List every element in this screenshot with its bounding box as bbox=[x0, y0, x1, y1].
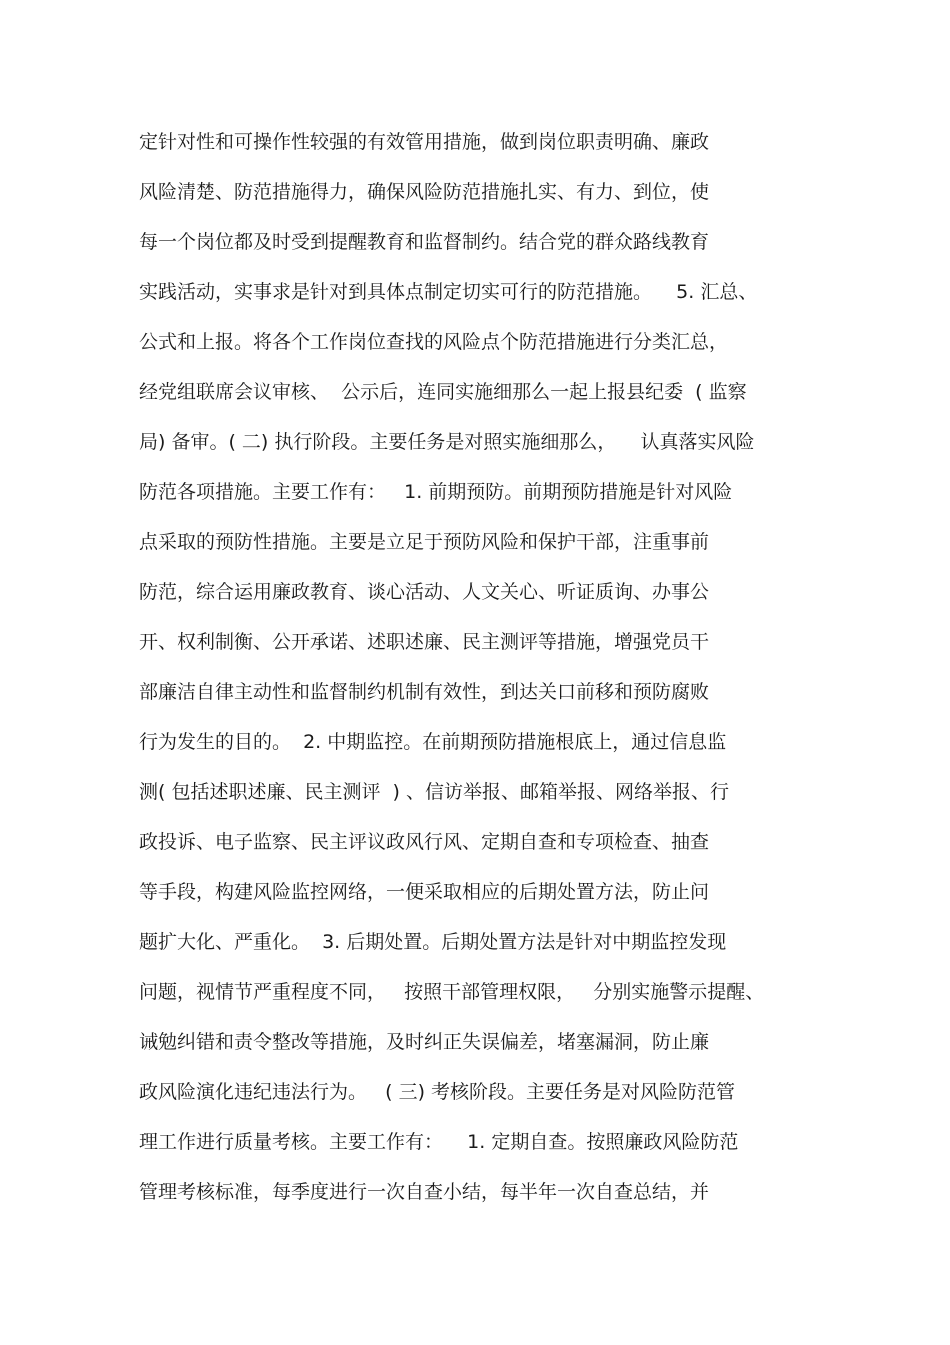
text-line: 政风险演化违纪违法行为。 ( 三) 考核阶段。主要任务是对风险防范管 bbox=[139, 1081, 736, 1103]
text-line: 公式和上报。将各个工作岗位查找的风险点个防范措施进行分类汇总， bbox=[139, 331, 729, 353]
text-line: 风险清楚、防范措施得力，确保风险防范措施扎实、有力、到位，使 bbox=[139, 181, 710, 203]
text-line: 防范各项措施。主要工作有： 1. 前期预防。前期预防措施是针对风险 bbox=[139, 481, 733, 503]
text-line: 问题，视情节严重程度不同， 按照干部管理权限， 分别实施警示提醒、 bbox=[139, 981, 765, 1003]
text-line: 防范，综合运用廉政教育、谈心活动、人文关心、听证质询、办事公 bbox=[139, 581, 710, 603]
text-line: 定针对性和可操作性较强的有效管用措施，做到岗位职责明确、廉政 bbox=[139, 131, 710, 153]
text-line: 部廉洁自律主动性和监督制约机制有效性，到达关口前移和预防腐败 bbox=[139, 681, 710, 703]
text-line: 行为发生的目的。 2. 中期监控。在前期预防措施根底上，通过信息监 bbox=[139, 731, 727, 753]
text-line: 等手段，构建风险监控网络，一便采取相应的后期处置方法，防止问 bbox=[139, 881, 710, 903]
text-line: 政投诉、电子监察、民主评议政风行风、定期自查和专项检查、抽查 bbox=[139, 831, 710, 853]
text-line: 经党组联席会议审核、 公示后，连同实施细那么一起上报县纪委 ( 监察 bbox=[139, 381, 747, 403]
text-line: 题扩大化、严重化。 3. 后期处置。后期处置方法是针对中期监控发现 bbox=[139, 931, 727, 953]
text-line: 诫勉纠错和责令整改等措施，及时纠正失误偏差，堵塞漏洞，防止廉 bbox=[139, 1031, 710, 1053]
text-line: 测( 包括述职述廉、民主测评 ) 、信访举报、邮箱举报、网络举报、行 bbox=[139, 781, 729, 803]
text-line: 每一个岗位都及时受到提醒教育和监督制约。结合党的群众路线教育 bbox=[139, 231, 710, 253]
text-line: 管理考核标准，每季度进行一次自查小结，每半年一次自查总结，并 bbox=[139, 1181, 710, 1203]
text-line: 点采取的预防性措施。主要是立足于预防风险和保护干部，注重事前 bbox=[139, 531, 710, 553]
text-line: 理工作进行质量考核。主要工作有： 1. 定期自查。按照廉政风险防范 bbox=[139, 1131, 739, 1153]
text-line: 开、权利制衡、公开承诺、述职述廉、民主测评等措施，增强党员干 bbox=[139, 631, 710, 653]
text-line: 实践活动，实事求是针对到具体点制定切实可行的防范措施。 5. 汇总、 bbox=[139, 281, 758, 303]
text-line: 局) 备审。( 二) 执行阶段。主要任务是对照实施细那么， 认真落实风险 bbox=[139, 431, 755, 453]
